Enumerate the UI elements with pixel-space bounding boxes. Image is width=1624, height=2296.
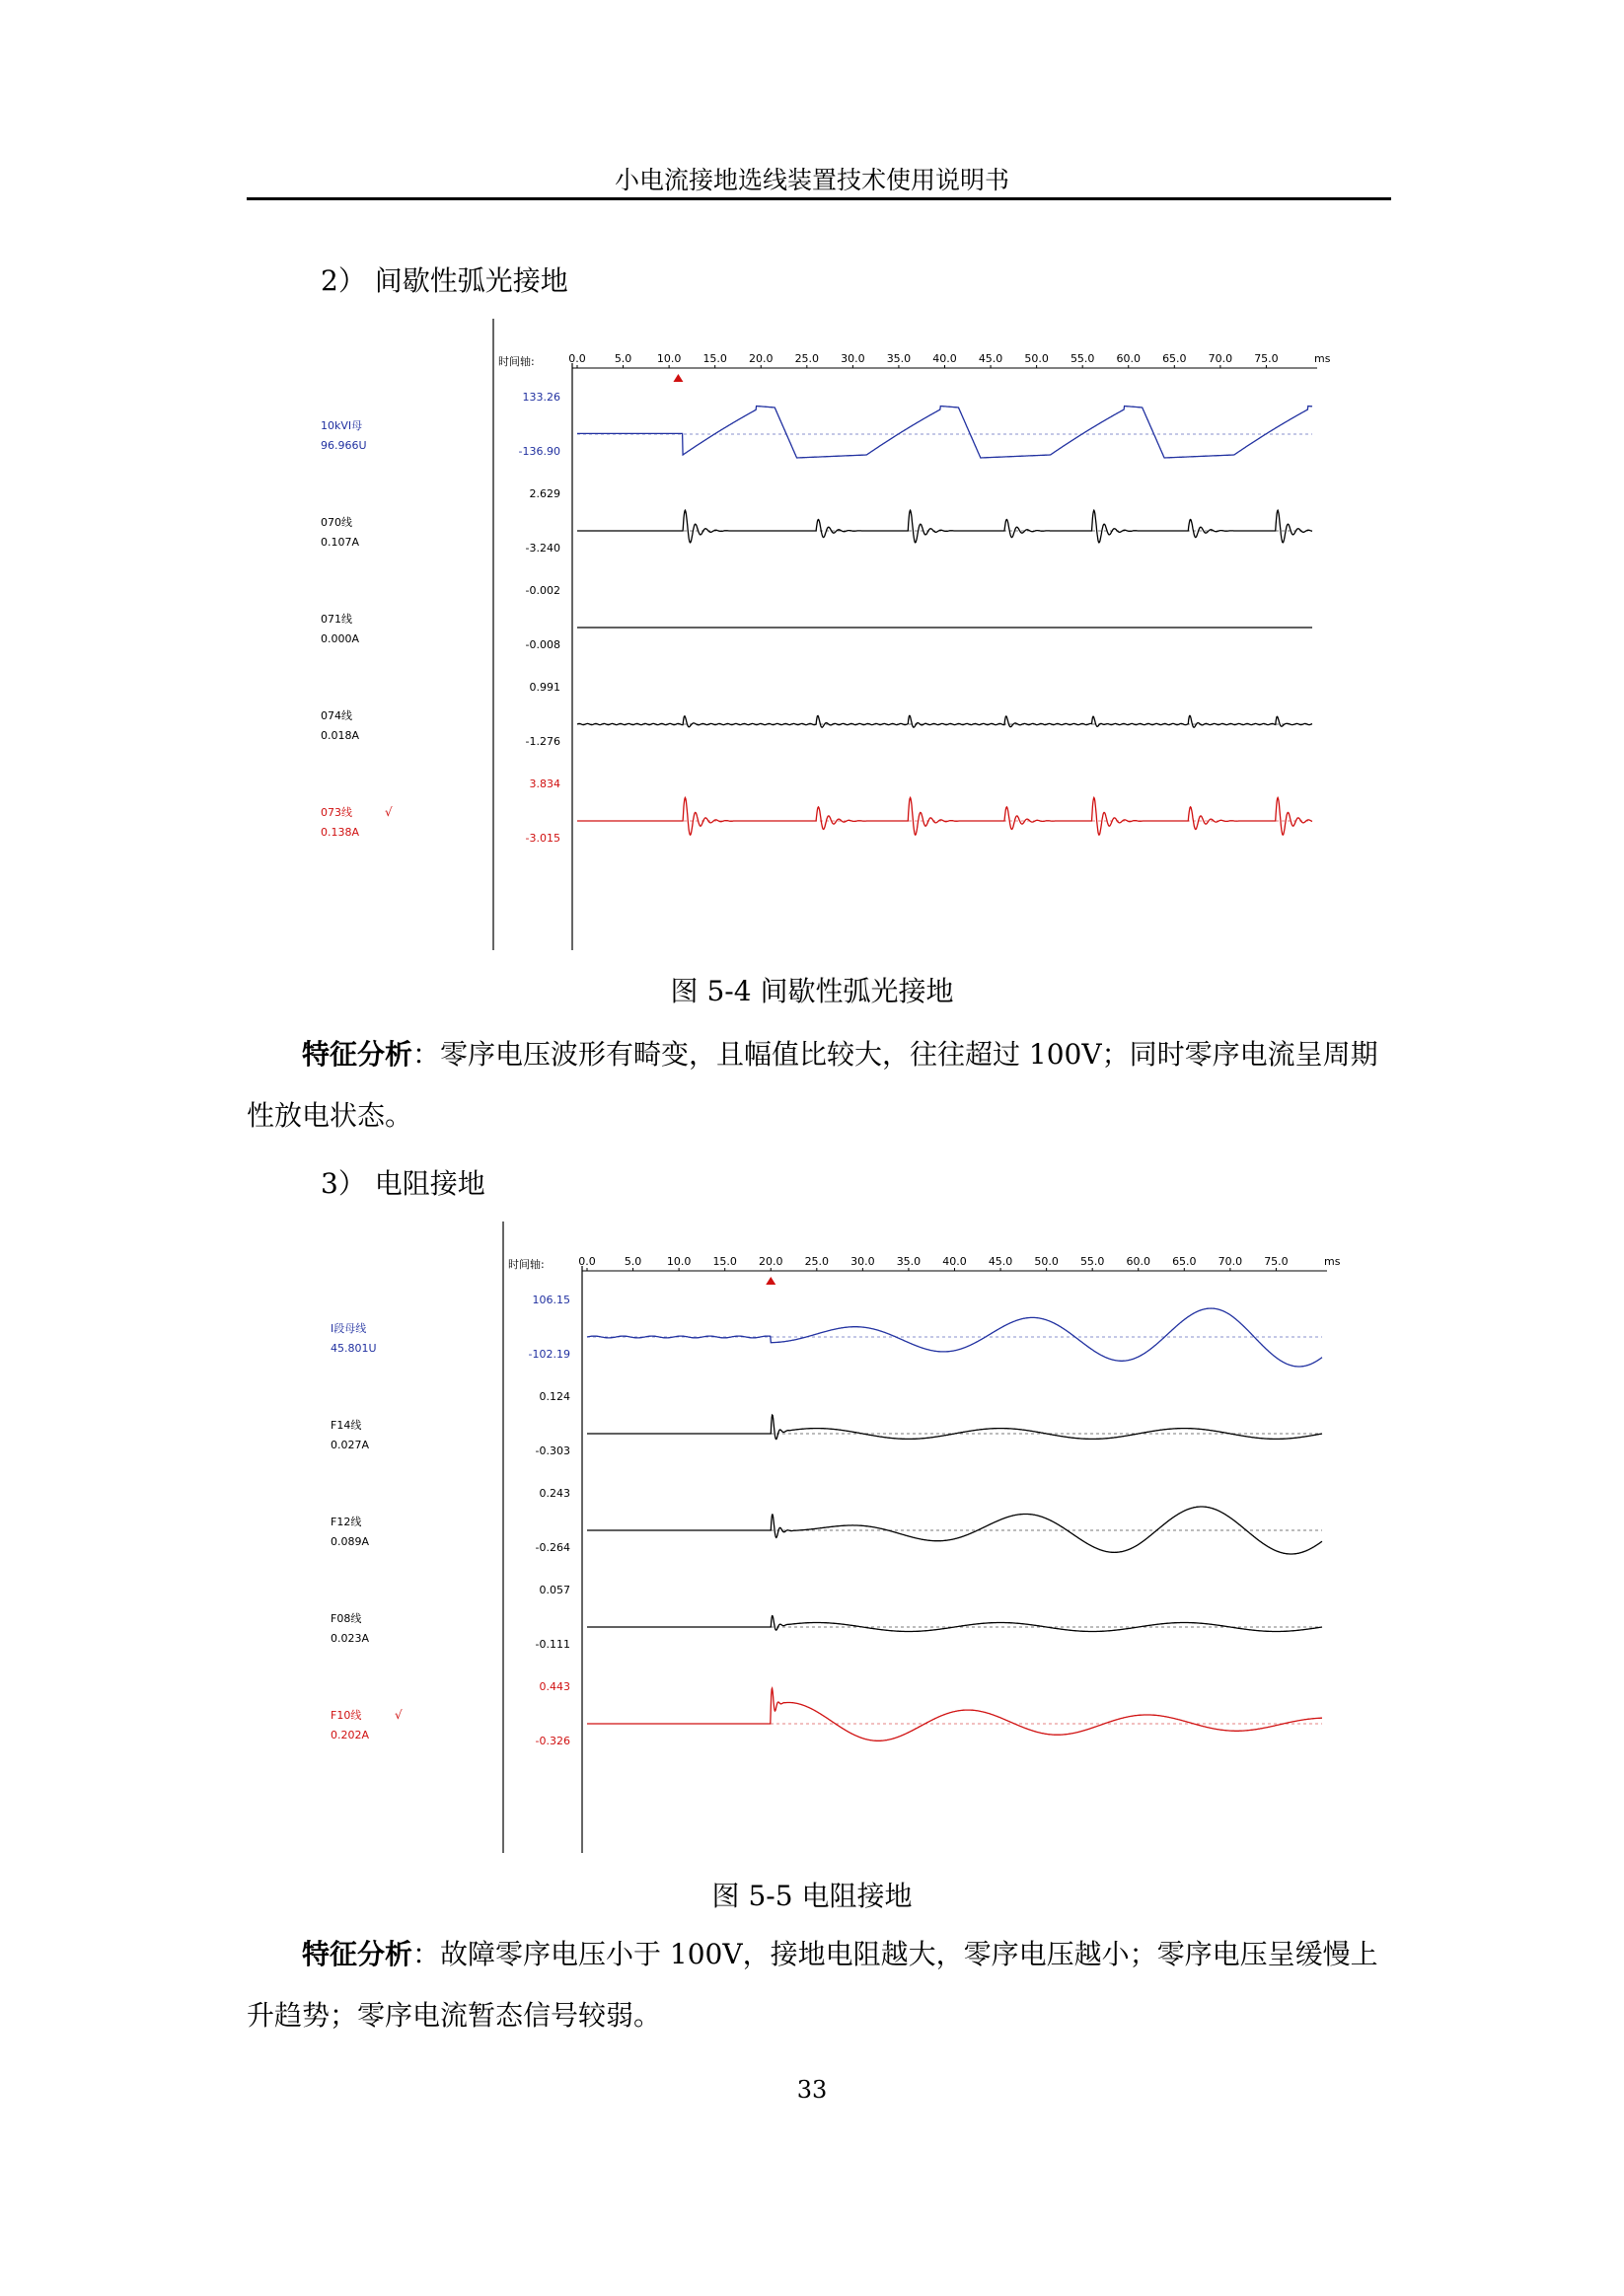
channel-value: 0.018A — [321, 729, 360, 742]
time-tick-label: 40.0 — [942, 1255, 967, 1268]
channel-name: F08线 — [331, 1612, 362, 1625]
channel-max-label: 106.15 — [532, 1294, 570, 1306]
trigger-marker-icon — [766, 1277, 775, 1285]
time-tick-label: 35.0 — [896, 1255, 922, 1268]
channel-min-label: -0.008 — [525, 638, 560, 651]
time-tick-label: 60.0 — [1116, 352, 1141, 365]
time-tick-label: 25.0 — [794, 352, 820, 365]
channel-waveform — [587, 1415, 1322, 1440]
section-3-title: 3） 电阻接地 — [321, 1167, 485, 1200]
selected-check-icon: √ — [395, 1708, 403, 1722]
time-tick-label: 55.0 — [1079, 1255, 1105, 1268]
channel-name: F12线 — [331, 1516, 362, 1528]
analysis-text: ：零序电压波形有畸变，且幅值比较大，往往超过 100V；同时零序电流呈周期性放电状态。 — [247, 1038, 1378, 1132]
analysis-paragraph-2 — [247, 1924, 1391, 2046]
time-tick-label: 15.0 — [702, 352, 727, 365]
trigger-marker-icon — [673, 374, 683, 382]
page-header-title: 小电流接地选线装置技术使用说明书 — [614, 166, 1009, 194]
time-tick-label: 30.0 — [850, 1255, 875, 1268]
channel-value: 0.202A — [331, 1729, 370, 1741]
time-tick-label: 20.0 — [749, 352, 774, 365]
channel-name: 074线 — [321, 709, 352, 722]
time-tick-label: 70.0 — [1218, 1255, 1243, 1268]
header-divider — [247, 197, 1391, 200]
time-tick-label: 40.0 — [932, 352, 957, 365]
channel-value: 0.089A — [331, 1535, 370, 1548]
waveform-plot — [326, 1222, 1341, 1853]
channel-value: 96.966U — [321, 439, 367, 452]
analysis-text: ：故障零序电压小于 100V，接地电阻越大，零序电压越小；零序电压呈缓慢上升趋势；零序电流暂态信号较弱。 — [247, 1938, 1378, 2032]
time-tick-label: 65.0 — [1162, 352, 1187, 365]
channel-name: 073线 — [321, 806, 352, 819]
time-tick-label: 10.0 — [666, 1255, 692, 1268]
time-tick-label: 45.0 — [988, 1255, 1013, 1268]
time-tick-label: 75.0 — [1254, 352, 1279, 365]
channel-max-label: -0.002 — [525, 584, 560, 597]
time-tick-label: 0.0 — [578, 1255, 596, 1268]
figure-5-4-waveform — [316, 319, 1331, 950]
waveform-plot — [316, 319, 1331, 950]
channel-max-label: 0.243 — [539, 1487, 570, 1500]
channel-value: 0.138A — [321, 826, 360, 839]
time-tick-label: 75.0 — [1264, 1255, 1289, 1268]
figure-5-5-caption: 图 5-5 电阻接地 — [711, 1880, 913, 1912]
page-number: 33 — [796, 2076, 828, 2104]
channel-waveform — [577, 715, 1312, 727]
analysis-paragraph-1 — [247, 1024, 1391, 1147]
time-tick-label: 55.0 — [1070, 352, 1095, 365]
channel-name: 10kVI母 — [321, 419, 363, 432]
channel-waveform — [587, 1688, 1322, 1741]
channel-max-label: 0.124 — [539, 1390, 570, 1403]
time-tick-label: 0.0 — [568, 352, 586, 365]
time-tick-label: 70.0 — [1208, 352, 1233, 365]
time-axis-label: 时间轴: — [508, 1258, 545, 1271]
figure-5-5-waveform — [326, 1222, 1341, 1853]
channel-min-label: -136.90 — [518, 445, 560, 458]
time-unit-label: ms — [1324, 1255, 1341, 1268]
channel-waveform — [577, 510, 1312, 543]
channel-min-label: -1.276 — [525, 735, 560, 748]
channel-max-label: 3.834 — [529, 778, 560, 790]
channel-value: 0.000A — [321, 632, 360, 645]
channel-min-label: -0.326 — [535, 1735, 570, 1747]
channel-waveform — [587, 1308, 1322, 1367]
time-tick-label: 10.0 — [656, 352, 682, 365]
channel-name: F14线 — [331, 1419, 362, 1432]
time-tick-label: 20.0 — [759, 1255, 783, 1268]
time-tick-label: 45.0 — [978, 352, 1003, 365]
analysis-lead: 特征分析 — [302, 1938, 413, 1970]
time-tick-label: 50.0 — [1034, 1255, 1059, 1268]
channel-name: 070线 — [321, 516, 352, 529]
time-unit-label: ms — [1314, 352, 1331, 365]
channel-min-label: -0.303 — [535, 1444, 570, 1457]
channel-value: 0.107A — [321, 536, 360, 549]
channel-min-label: -3.015 — [525, 832, 560, 845]
channel-name: I段母线 — [331, 1322, 367, 1335]
channel-value: 0.023A — [331, 1632, 370, 1645]
figure-5-4-caption: 图 5-4 间歇性弧光接地 — [670, 975, 954, 1007]
time-tick-label: 60.0 — [1126, 1255, 1150, 1268]
channel-max-label: 0.991 — [529, 681, 560, 694]
channel-min-label: -3.240 — [525, 542, 560, 555]
channel-waveform — [577, 407, 1312, 459]
time-tick-label: 30.0 — [841, 352, 865, 365]
channel-min-label: -102.19 — [528, 1348, 570, 1361]
channel-name: F10线 — [331, 1709, 362, 1722]
time-axis-label: 时间轴: — [498, 355, 535, 368]
time-tick-label: 5.0 — [614, 352, 632, 365]
channel-value: 0.027A — [331, 1439, 370, 1451]
time-tick-label: 15.0 — [712, 1255, 737, 1268]
channel-max-label: 0.057 — [539, 1584, 570, 1596]
selected-check-icon: √ — [385, 805, 393, 819]
analysis-lead: 特征分析 — [302, 1038, 413, 1071]
time-tick-label: 25.0 — [804, 1255, 830, 1268]
channel-value: 45.801U — [331, 1342, 377, 1355]
channel-max-label: 133.26 — [522, 391, 560, 404]
time-tick-label: 5.0 — [624, 1255, 642, 1268]
time-tick-label: 50.0 — [1024, 352, 1049, 365]
channel-min-label: -0.264 — [535, 1541, 570, 1554]
time-tick-label: 35.0 — [886, 352, 912, 365]
channel-max-label: 0.443 — [539, 1680, 570, 1693]
channel-waveform — [577, 797, 1312, 835]
section-2-title: 2） 间歇性弧光接地 — [321, 264, 568, 297]
channel-min-label: -0.111 — [535, 1638, 570, 1651]
channel-name: 071线 — [321, 613, 352, 626]
channel-max-label: 2.629 — [529, 487, 560, 500]
time-tick-label: 65.0 — [1172, 1255, 1197, 1268]
channel-waveform — [587, 1616, 1322, 1632]
